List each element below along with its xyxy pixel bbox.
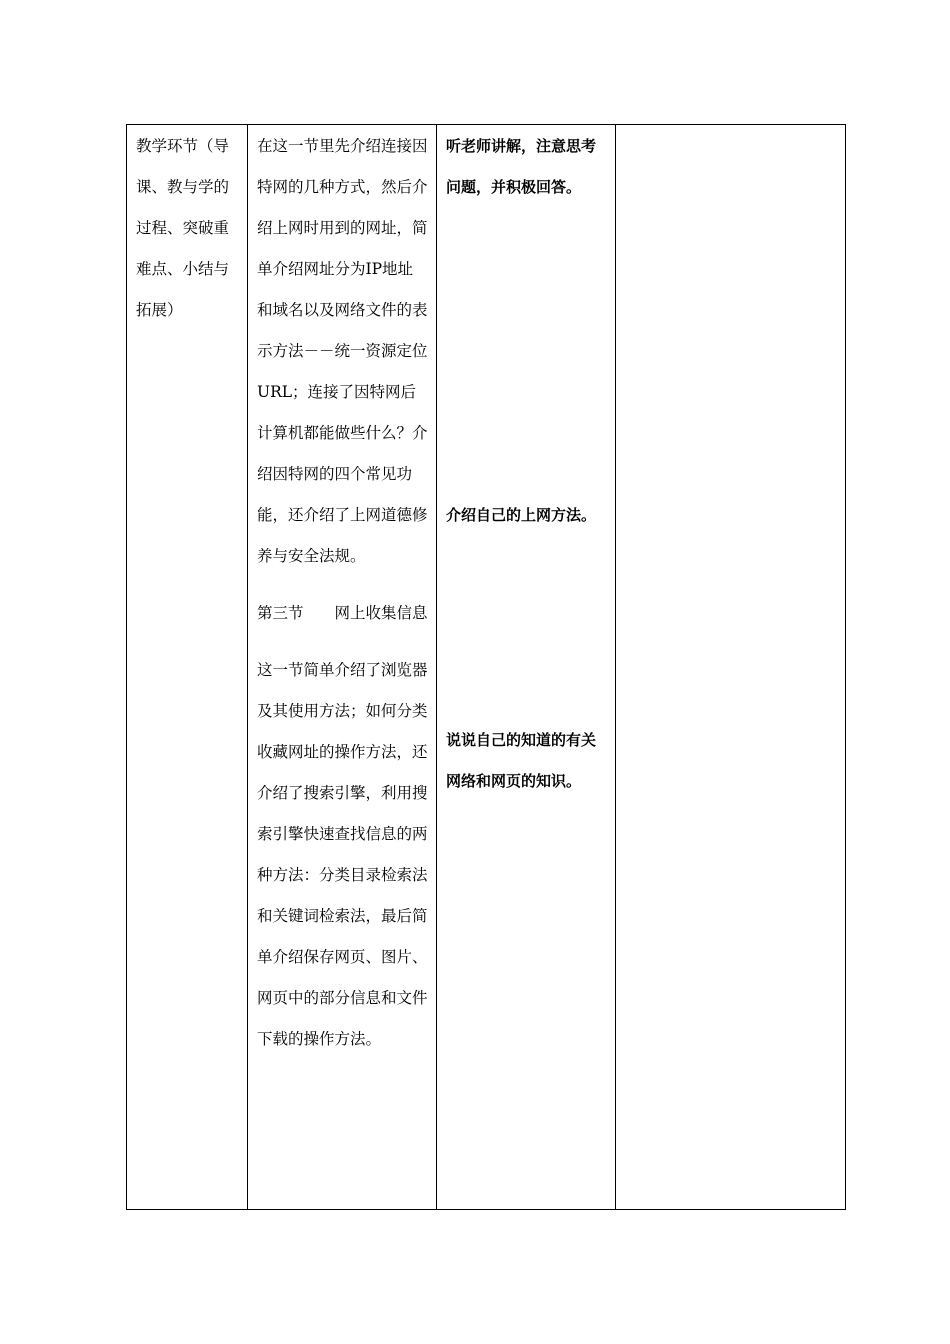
stage-cell [127, 125, 248, 1210]
table-row [127, 125, 846, 1210]
student-activity-cell [437, 125, 616, 1210]
student-activity-1: 听老师讲解，注意思考问题，并积极回答。 [446, 137, 597, 196]
section-title: 第三节 网上收集信息 [257, 604, 428, 622]
lesson-plan-table [126, 124, 846, 1210]
notes-cell [616, 125, 846, 1210]
teacher-paragraph-2: 这一节简单介绍了浏览器及其使用方法；如何分类收藏网址的操作方法，还介绍了搜索引擎，利用搜索引擎快速查找信息的两种方法：分类目录检索法和关键词检索法，最后简单介绍保存网页、图片、网页中的部分信息和文件下载的操作方法。 [257, 661, 428, 1048]
stage-label: 教学环节（导课、教与学的过程、突破重难点、小结与拓展） [136, 137, 230, 319]
student-activity-2: 介绍自己的上网方法。 [446, 506, 597, 524]
teacher-paragraph-1: 在这一节里先介绍连接因特网的几种方式，然后介绍上网时用到的网址，简单介绍网址分为IP地址和域名以及网络文件的表示方法－－统一资源定位URL；连接了因特网后计算机都能做些什么？介绍因特网的四个常见功能，还介绍了上网道德修养与安全法规。 [257, 137, 428, 565]
teacher-activity-cell [248, 125, 437, 1210]
student-activity-3: 说说自己的知道的有关网络和网页的知识。 [446, 731, 597, 790]
